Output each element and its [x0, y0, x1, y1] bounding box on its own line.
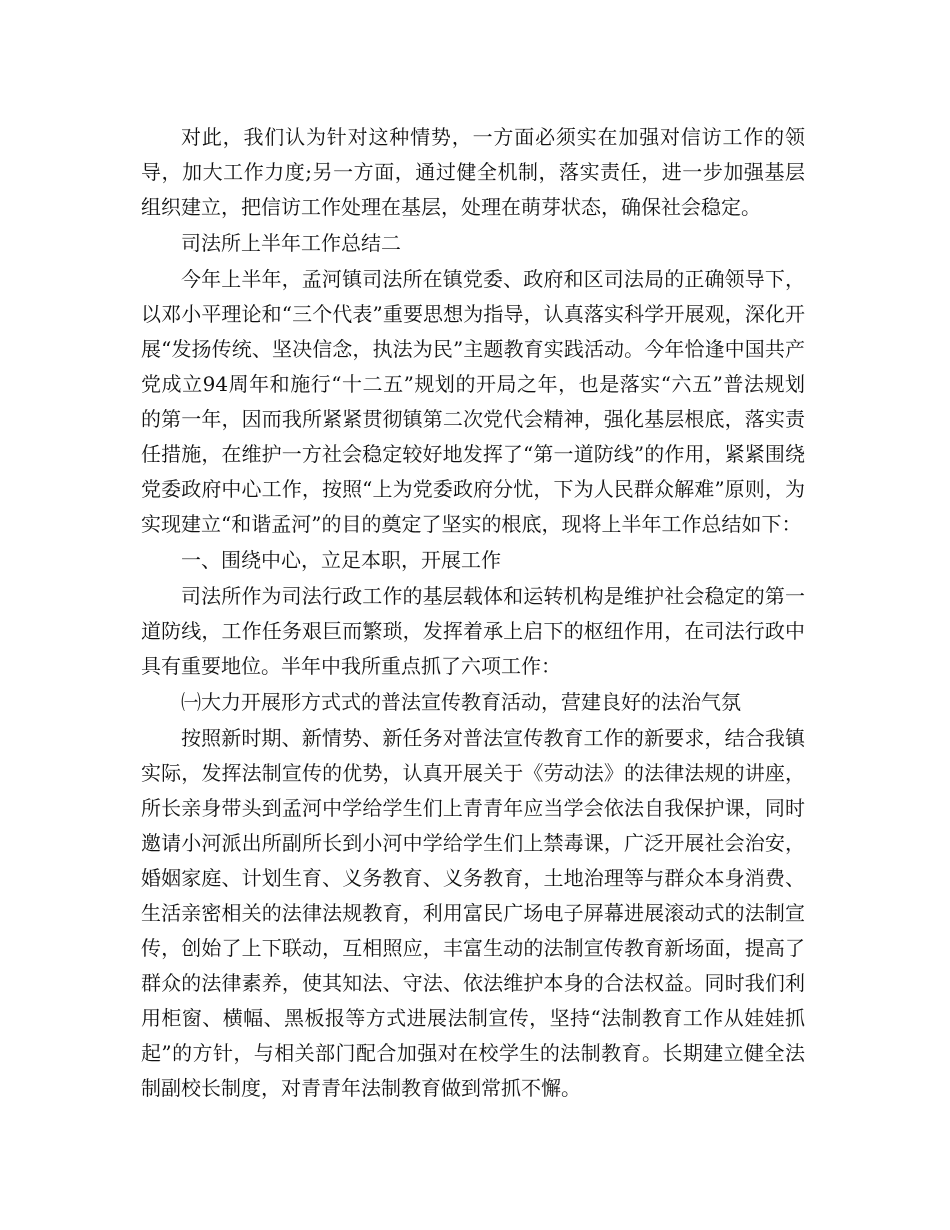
heading-section-one: 一、围绕中心，立足本职，开展工作	[181, 548, 501, 572]
heading-subsection-one: ㈠大力开展形方式式的普法宣传教育活动，营建良好的法治气氛	[181, 690, 741, 714]
section-title-summary-two: 司法所上半年工作总结二	[181, 231, 401, 255]
paragraph-legal-education: 按照新时期、新情势、新任务对普法宣传教育工作的新要求，结合我镇实际，发挥法制宣传的优势，认真开展关于《劳动法》的法律法规的讲座，所长亲身带头到孟河中学给学生们上青青年应当学会依法自我保护课，同时邀请小河派出所副所长到小河中学给学生们上禁毒课，广泛开展社会治安，婚姻家庭、计划生育、义务教育、义务教育，土地治理等与群众本身消费、生活亲密相关的法律法规教育，利用富民广场电子屏幕进展滚动式的法制宣传，创始了上下联动，互相照应，丰富生动的法制宣传教育新场面，提高了群众的法律素养，使其知法、守法、依法维护本身的合法权益。同时我们利用柜窗、横幅、黑板报等方式进展法制宣传，坚持“法制教育工作从娃娃抓起”的方针，与相关部门配合加强对在校学生的法制教育。长期建立健全法制副校长制度，对青青年法制教育做到常抓不懈。	[141, 726, 805, 1100]
document-body	[141, 120, 805, 1107]
paragraph-petition-work: 对此，我们认为针对这种情势，一方面必须实在加强对信访工作的领导，加大工作力度;另一方面，通过健全机制，落实责任，进一步加强基层组织建立，把信访工作处理在基层，处理在萌芽状态，确保社会稳定。	[141, 125, 805, 219]
paragraph-judicial-office: 司法所作为司法行政工作的基层载体和运转机构是维护社会稳定的第一道防线，工作任务艰巨而繁琐，发挥着承上启下的枢纽作用，在司法行政中具有重要地位。半年中我所重点抓了六项工作：	[141, 584, 805, 678]
paragraph-intro: 今年上半年，孟河镇司法所在镇党委、政府和区司法局的正确领导下，以邓小平理论和“三个代表”重要思想为指导，认真落实科学开展观，深化开展“发扬传统、坚决信念，执法为民”主题教育实践活动。今年恰逢中国共产党成立94周年和施行“十二五”规划的开局之年，也是落实“六五”普法规划的第一年，因而我所紧紧贯彻镇第二次党代会精神，强化基层根底，落实责任措施，在维护一方社会稳定较好地发挥了“第一道防线”的作用，紧紧围绕党委政府中心工作，按照“上为党委政府分忧，下为人民群众解难”原则，为实现建立“和谐孟河”的目的奠定了坚实的根底，现将上半年工作总结如下：	[141, 267, 805, 536]
